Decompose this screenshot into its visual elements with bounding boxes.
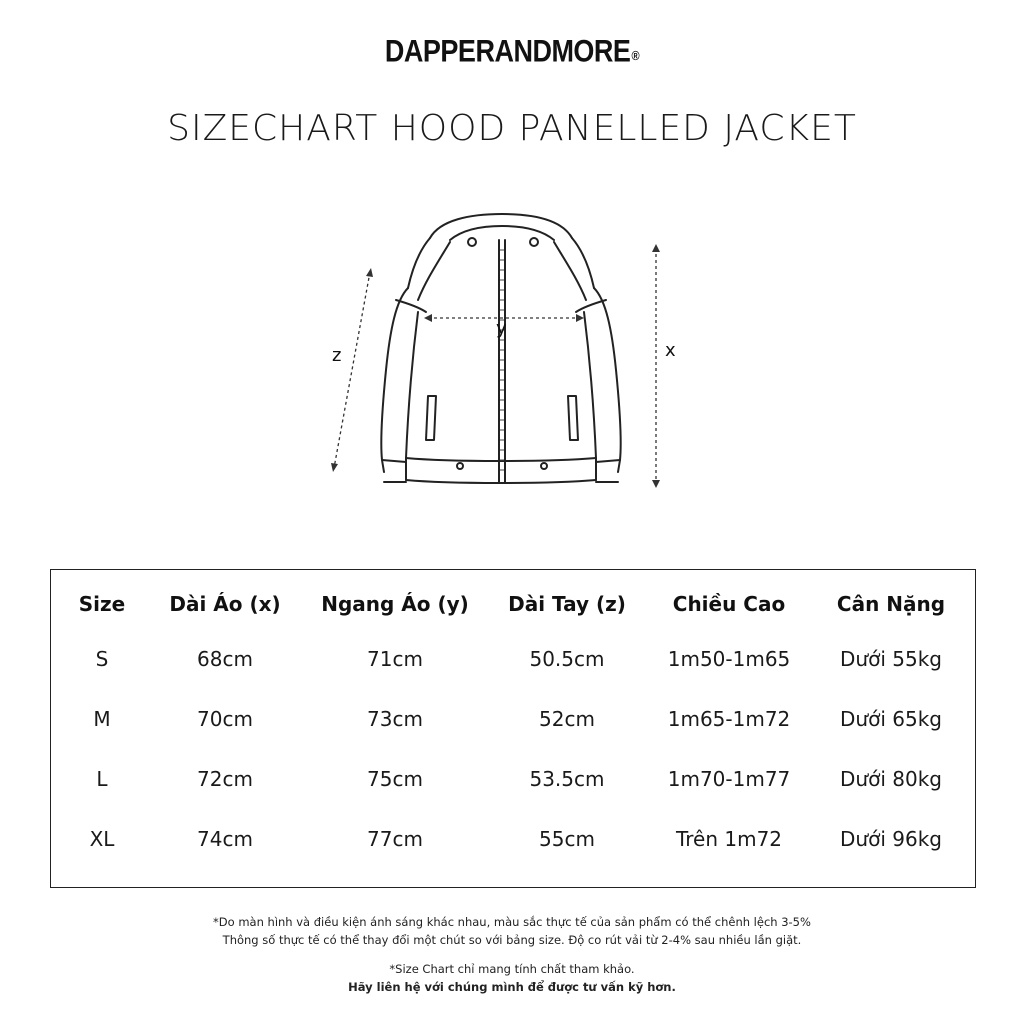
registered-mark: ® <box>631 49 640 64</box>
jacket-drawing <box>300 200 724 510</box>
note-reference-only: *Size Chart chỉ mang tính chất tham khảo. <box>389 962 635 976</box>
cell-height: 1m65-1m72 <box>667 707 791 731</box>
header-weight: Cân Nặng <box>836 592 946 616</box>
cell-weight: Dưới 96kg <box>840 827 942 851</box>
table-row <box>51 639 975 679</box>
cell-weight: Dưới 55kg <box>840 647 942 671</box>
cell-size: S <box>95 647 109 671</box>
cell-weight: Dưới 80kg <box>840 767 942 791</box>
cell-height: 1m70-1m77 <box>667 767 791 791</box>
label-y: y <box>496 318 507 339</box>
label-x: x <box>665 340 676 361</box>
table-row <box>51 759 975 799</box>
cell-sleeve: 50.5cm <box>529 647 605 671</box>
header-height: Chiều Cao <box>672 592 786 616</box>
cell-size: XL <box>89 827 115 851</box>
size-table <box>50 569 976 888</box>
cell-length: 74cm <box>197 827 253 851</box>
cell-length: 72cm <box>197 767 253 791</box>
cell-weight: Dưới 65kg <box>840 707 942 731</box>
cell-sleeve: 53.5cm <box>529 767 605 791</box>
cell-length: 68cm <box>197 647 253 671</box>
cell-size: L <box>96 767 108 791</box>
table-row <box>51 699 975 739</box>
note-shrinkage: Thông số thực tế có thể thay đổi một chút so với bảng size. Độ co rút vải từ 2-4% sau nhiều lần giặt. <box>222 933 802 947</box>
cell-size: M <box>93 707 111 731</box>
cell-width: 73cm <box>367 707 423 731</box>
note-color-disclaimer: *Do màn hình và điều kiện ánh sáng khác nhau, màu sắc thực tế của sản phẩm có thể chênh lệch 3-5% <box>213 915 811 929</box>
label-z: z <box>332 345 342 366</box>
cell-width: 77cm <box>367 827 423 851</box>
cell-width: 71cm <box>367 647 423 671</box>
jacket-diagram <box>300 200 724 510</box>
brand-logo <box>0 34 1024 70</box>
page-title: SIZECHART HOOD PANELLED JACKET <box>167 108 857 149</box>
cell-sleeve: 55cm <box>539 827 595 851</box>
table-header-row <box>51 584 975 624</box>
brand-name: DAPPERANDMORE <box>384 33 631 69</box>
cell-width: 75cm <box>367 767 423 791</box>
header-length: Dài Áo (x) <box>169 592 281 616</box>
cell-height: 1m50-1m65 <box>667 647 791 671</box>
cell-sleeve: 52cm <box>539 707 595 731</box>
table-row <box>51 819 975 859</box>
header-width: Ngang Áo (y) <box>321 592 469 616</box>
note-contact: Hãy liên hệ với chúng mình để được tư vấn kỹ hơn. <box>348 980 676 994</box>
cell-height: Trên 1m72 <box>675 827 783 851</box>
header-size: Size <box>78 592 126 616</box>
header-sleeve: Dài Tay (z) <box>508 592 626 616</box>
cell-length: 70cm <box>197 707 253 731</box>
